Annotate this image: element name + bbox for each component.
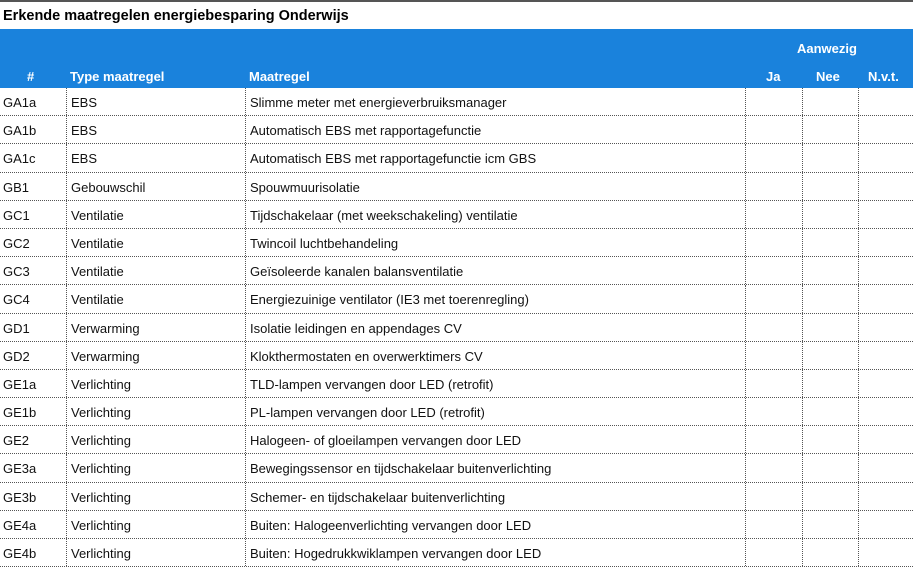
cell-type: Verlichting [66, 511, 245, 538]
cell-nee[interactable] [802, 257, 858, 284]
cell-nvt[interactable] [858, 454, 913, 481]
cell-nvt[interactable] [858, 229, 913, 256]
table-body [0, 88, 913, 567]
table-row [0, 257, 913, 285]
cell-nvt[interactable] [858, 398, 913, 425]
cell-id: GE4b [3, 546, 37, 561]
cell-nee[interactable] [802, 173, 858, 200]
cell-type: Verlichting [66, 454, 245, 481]
cell-maatregel: Twincoil luchtbehandeling [245, 229, 745, 256]
cell-maatregel: Geïsoleerde kanalen balansventilatie [245, 257, 745, 284]
cell-ja[interactable] [745, 483, 802, 510]
cell-maatregel: Automatisch EBS met rapportagefunctie icm GBS [245, 144, 745, 171]
cell-maatregel: Bewegingssensor en tijdschakelaar buitenverlichting [245, 454, 745, 481]
table-row [0, 511, 913, 539]
table-row [0, 285, 913, 313]
cell-type: Verlichting [66, 483, 245, 510]
cell-nvt[interactable] [858, 88, 913, 115]
cell-nee[interactable] [802, 511, 858, 538]
cell-maatregel: Schemer- en tijdschakelaar buitenverlichting [245, 483, 745, 510]
cell-ja[interactable] [745, 229, 802, 256]
cell-maatregel: Isolatie leidingen en appendages CV [245, 314, 745, 341]
cell-maatregel: Automatisch EBS met rapportagefunctie [245, 116, 745, 143]
cell-ja[interactable] [745, 454, 802, 481]
cell-nvt[interactable] [858, 314, 913, 341]
table-row [0, 483, 913, 511]
cell-maatregel: Halogeen- of gloeilampen vervangen door LED [245, 426, 745, 453]
table-row [0, 116, 913, 144]
cell-id: GE3b [3, 489, 37, 505]
cell-type: EBS [66, 144, 245, 171]
cell-maatregel: PL-lampen vervangen door LED (retrofit) [245, 398, 745, 425]
cell-maatregel: Slimme meter met energieverbruiksmanager [245, 88, 745, 115]
cell-type: EBS [66, 116, 245, 143]
cell-id: GD2 [3, 348, 30, 364]
cell-id: GA1a [3, 95, 37, 110]
cell-maatregel: Buiten: Halogeenverlichting vervangen door LED [245, 511, 745, 538]
table-row [0, 144, 913, 172]
table-header [0, 29, 913, 88]
header-ja: Ja [766, 69, 781, 84]
table-row [0, 342, 913, 370]
cell-nee[interactable] [802, 483, 858, 510]
cell-type: Verlichting [66, 370, 245, 397]
table-row [0, 201, 913, 229]
cell-id: GE1a [3, 376, 37, 392]
cell-nee[interactable] [802, 342, 858, 369]
cell-nvt[interactable] [858, 201, 913, 228]
cell-id: GE2 [3, 433, 30, 449]
cell-nvt[interactable] [858, 173, 913, 200]
cell-nee[interactable] [802, 314, 858, 341]
cell-maatregel: Buiten: Hogedrukkwiklampen vervangen door LED [245, 539, 745, 566]
cell-nvt[interactable] [858, 116, 913, 143]
cell-ja[interactable] [745, 257, 802, 284]
cell-nvt[interactable] [858, 285, 913, 312]
cell-nee[interactable] [802, 116, 858, 143]
header-id: # [27, 69, 35, 84]
cell-ja[interactable] [745, 511, 802, 538]
table-row [0, 454, 913, 482]
cell-id: GA1c [3, 151, 36, 167]
cell-nvt[interactable] [858, 370, 913, 397]
cell-id: GE3a [3, 461, 37, 477]
cell-id: GC3 [3, 264, 30, 280]
cell-id: GA1b [3, 123, 37, 139]
table-row [0, 398, 913, 426]
cell-id: GD1 [3, 320, 30, 336]
cell-ja[interactable] [745, 314, 802, 341]
cell-nee[interactable] [802, 144, 858, 171]
cell-maatregel: Energiezuinige ventilator (IE3 met toerenregling) [245, 285, 745, 312]
cell-nvt[interactable] [858, 144, 913, 171]
cell-type: Verwarming [66, 342, 245, 369]
cell-ja[interactable] [745, 116, 802, 143]
cell-type: Gebouwschil [66, 173, 245, 200]
cell-type: Verlichting [66, 539, 245, 566]
cell-type: Verwarming [66, 314, 245, 341]
cell-nee[interactable] [802, 426, 858, 453]
header-aanwezig: Aanwezig [797, 41, 857, 56]
header-nvt: N.v.t. [868, 69, 899, 84]
cell-nee[interactable] [802, 229, 858, 256]
cell-id: GC1 [3, 207, 30, 223]
cell-nvt[interactable] [858, 511, 913, 538]
header-type: Type maatregel [70, 69, 165, 84]
cell-id: GE1b [3, 405, 37, 421]
table-row [0, 426, 913, 454]
cell-maatregel: TLD-lampen vervangen door LED (retrofit) [245, 370, 745, 397]
cell-nee[interactable] [802, 539, 858, 566]
cell-nvt[interactable] [858, 426, 913, 453]
cell-nee[interactable] [802, 454, 858, 481]
cell-ja[interactable] [745, 398, 802, 425]
cell-nee[interactable] [802, 201, 858, 228]
cell-type: Verlichting [66, 426, 245, 453]
cell-ja[interactable] [745, 370, 802, 397]
cell-maatregel: Klokthermostaten en overwerktimers CV [245, 342, 745, 369]
cell-type: Ventilatie [66, 229, 245, 256]
cell-ja[interactable] [745, 201, 802, 228]
cell-maatregel: Spouwmuurisolatie [245, 173, 745, 200]
top-border [0, 0, 913, 2]
cell-ja[interactable] [745, 88, 802, 115]
cell-id: GC2 [3, 235, 30, 251]
cell-id: GB1 [3, 179, 30, 195]
cell-nee[interactable] [802, 285, 858, 312]
cell-nvt[interactable] [858, 539, 913, 566]
cell-nee[interactable] [802, 370, 858, 397]
cell-nvt[interactable] [858, 257, 913, 284]
cell-ja[interactable] [745, 426, 802, 453]
sheet-title: Erkende maatregelen energiebesparing Onderwijs [3, 8, 349, 24]
cell-nee[interactable] [802, 88, 858, 115]
cell-maatregel: Tijdschakelaar (met weekschakeling) ventilatie [245, 201, 745, 228]
cell-nee[interactable] [802, 398, 858, 425]
header-nee: Nee [816, 69, 840, 84]
header-maatregel: Maatregel [249, 69, 310, 84]
cell-type: Ventilatie [66, 285, 245, 312]
cell-type: Ventilatie [66, 257, 245, 284]
measures-table [0, 29, 913, 567]
cell-id: GC4 [3, 292, 30, 308]
cell-ja[interactable] [745, 539, 802, 566]
cell-nvt[interactable] [858, 483, 913, 510]
cell-type: Verlichting [66, 398, 245, 425]
table-row [0, 314, 913, 342]
cell-ja[interactable] [745, 144, 802, 171]
cell-type: Ventilatie [66, 201, 245, 228]
cell-nvt[interactable] [858, 342, 913, 369]
table-row [0, 229, 913, 257]
table-row [0, 173, 913, 201]
table-row [0, 88, 913, 116]
cell-ja[interactable] [745, 342, 802, 369]
cell-ja[interactable] [745, 173, 802, 200]
table-row [0, 370, 913, 398]
cell-id: GE4a [3, 517, 37, 533]
cell-ja[interactable] [745, 285, 802, 312]
cell-type: EBS [66, 88, 245, 115]
